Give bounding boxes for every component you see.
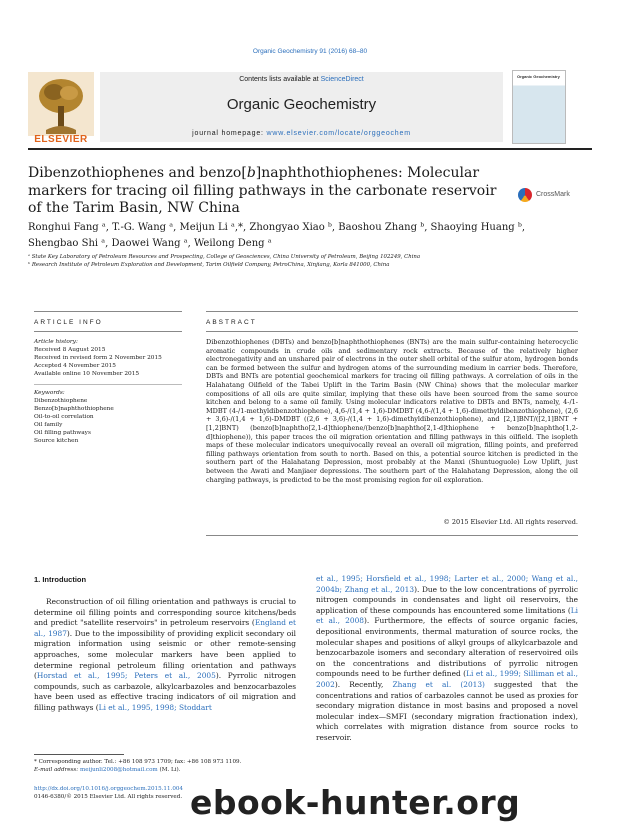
- keyword: Dibenzothiophene: [34, 398, 88, 404]
- keywords-label: Keywords:: [34, 390, 65, 396]
- email-suffix: (M. Li).: [157, 767, 181, 773]
- affiliations: [28, 253, 588, 269]
- cover-title: Organic Geochemistry: [517, 74, 560, 79]
- watermark-text: ebook-hunter.org: [190, 783, 521, 822]
- citation-link[interactable]: Zhang et al. (2013): [392, 679, 485, 689]
- author-list: [28, 220, 588, 252]
- citation-link[interactable]: Li et al., 1999; Silliman et al., 2002: [316, 669, 578, 689]
- paragraph: [34, 597, 296, 714]
- citation-link[interactable]: England et al., 1987: [34, 618, 296, 638]
- citation-link[interactable]: Horstad et al., 1995; Peters et al., 2005: [36, 671, 216, 681]
- history-accepted: Accepted 4 November 2015: [34, 363, 116, 369]
- abstract-rule-bottom: [206, 331, 578, 332]
- sciencedirect-link[interactable]: ScienceDirect: [320, 76, 364, 83]
- keyword: Oil filling pathways: [34, 430, 91, 436]
- homepage-link[interactable]: www.elsevier.com/locate/orggeochem: [266, 130, 411, 137]
- citation-link[interactable]: Li et al., 1995, 1998; Stoddart: [98, 702, 212, 712]
- contents-prefix: Contents lists available at: [239, 76, 321, 83]
- issn-line: 0146-6380/© 2015 Elsevier Ltd. All rights reserved.: [34, 794, 183, 800]
- authors-line: Ronghui Fang ᵃ, T.-G. Wang ᵃ, Meijun Li ᵃ,*, Zhongyao Xiao ᵇ, Baoshou Zhang ᵇ, Shaoying Huang ᵇ,: [28, 222, 526, 233]
- footnote: [34, 758, 296, 774]
- authors-line: Shengbao Shi ᵃ, Daowei Wang ᵃ, Weilong Deng ᵃ: [28, 238, 272, 249]
- history-label: Article history:: [34, 339, 78, 345]
- doi-link[interactable]: http://dx.doi.org/10.1016/j.orggeochem.2015.11.004: [34, 786, 183, 792]
- email-label: E-mail address:: [34, 767, 80, 773]
- info-divider: [34, 384, 182, 385]
- affiliation-b: ᵇ Research Institute of Petroleum Exploration and Development, Tarim Oilfield Company, PetroChina, Xinjiang, Korla 841000, China: [28, 262, 390, 268]
- journal-title: Organic Geochemistry: [226, 96, 377, 113]
- history-online: Available online 10 November 2015: [34, 371, 140, 377]
- body-column-right: [316, 574, 578, 744]
- abstract-label: ABSTRACT: [206, 319, 257, 326]
- abstract-rule-end: [206, 535, 578, 536]
- text-run: ). Furthermore, the effects of source organic facies, depositional environments, thermal maturation of source rocks, the molecular shapes and positions of alkyl groups of alkylcarbazole and benzocarbazole isomers and secondary alteration of reservoired oils on the concentrations and distributions of pyrrolic nitrogen compounds need to be further defined (: [316, 616, 578, 679]
- text-run: ). Due to the impossibility of providing explicit secondary oil migration information using seismic or other remote-sensing approaches, some molecular markers have been applied to determine regional petroleum filling orientation and pathways (: [34, 628, 296, 681]
- abstract-copyright: © 2015 Elsevier Ltd. All rights reserved.: [443, 518, 578, 526]
- history-revised: Received in revised form 2 November 2015: [34, 355, 162, 361]
- title-part: ]naphthothiophenes: Molecular markers for tracing oil filling pathways in the carbonate reservoir of the Tarim Basin, NW China: [28, 165, 497, 216]
- email-line: [34, 766, 296, 774]
- contents-line: [100, 76, 503, 83]
- text-run: Reconstruction of oil filling orientation and pathways is crucial to determine oil filling points and corresponding source kitchens/beds and predict "satellite reservoirs" in petroleum reservoirs (: [34, 597, 296, 628]
- history-received: Received 8 August 2015: [34, 347, 106, 353]
- title-part: Dibenzothiophenes and benzo[: [28, 165, 247, 181]
- header-rule: [28, 148, 592, 150]
- body-column-left: [34, 597, 296, 714]
- journal-homepage: [100, 130, 503, 137]
- publisher-name: ELSEVIER: [34, 134, 88, 145]
- keyword: Oil family: [34, 422, 63, 428]
- paragraph-continued: [316, 574, 578, 744]
- abstract-text: Dibenzothiophenes (DBTs) and benzo[b]naphthothiophenes (BNTs) are the main sulfur-containing heterocyclic aromatic compounds in crude oils and sedimentary rock extracts. Because of the relatively higher electronegativity and an unshared pair of electrons in the outer shell orbital of the sulfur atom, hydrogen bonds can be formed between the sulfur and hydrogen atoms of the surrounding medium in carrier beds. Therefore, DBTs and BNTs are potential geochemical markers for tracing oil filling pathways. A correlation of oils in the Halahatang Oilfield of the Tabei Uplift in the Tarim Basin (NW China) shows that the molecular marker compositions of all oils are quite similar, implying that these oils have been sourced from the same source kitchen and belong to a same oil family. Using molecular indicators relative to DBTs and BNTs, namely, 4-/1-MDBT (4-/1-methyldibenzothiophene), 4,6-/(1,4 + 1,6)-DMDBT (4,6-/(1,4 + 1,6)-dimethyldibenzothiophene), (2,6 + 3,6)-/(1,4 + 1,6)-DMDBT ((2,6 + 3,6)-/(1,4 + 1,6)-dimethyldibenzothiophene), and [2,1]BNT/([2,1]BNT + [1,2]BNT) (benzo[b]naphtho[2,1-d]thiophene/(benzo[b]naphtho[2,1-d]thiophene + benzo[b]naphtho[1,2-d]thiophene)), this paper traces the oil migration orientation and filling pathways in this oilfield. The isopleth maps of these molecular indicators unequivocally reveal an overall oil migration, filling points, and preferred filling pathways orientation from south to north. Based on this, a potential source kitchen is predicted in the southern part of the Halahatang Depression, most probably at the Manxi (Shuntuoguole) Low Uplift, just between the Awati and Manjiaer depressions. The southern part of the Halahatang Depression, along the oil charging pathways, is predicted to be the most promising region for oil exploration.: [206, 338, 578, 484]
- citation-link[interactable]: et al., 1995; Horsfield et al., 1998; Larter et al., 2000; Wang et al., 2004b; Zhang et al., 2013: [316, 574, 578, 594]
- journal-cover-thumbnail: [512, 70, 566, 144]
- footnote-rule: [34, 754, 124, 755]
- corresponding-author: * Corresponding author. Tel.: +86 108 973 1709; fax: +86 108 973 1109.: [34, 759, 242, 765]
- info-rule-top: [34, 311, 182, 312]
- crossmark-label[interactable]: CrossMark: [536, 191, 570, 198]
- keyword: Benzo[b]naphthothiophene: [34, 406, 114, 412]
- crossmark-icon[interactable]: [518, 188, 532, 202]
- keyword: Oil-to-oil correlation: [34, 414, 94, 420]
- text-run: ). Pyrrolic nitrogen compounds, such as carbazole, alkylcarbazoles and benzocarbazoles have been used as effective tracing indicators of oil migration and filling pathways (: [34, 671, 296, 712]
- title-italic: b: [246, 165, 256, 181]
- keyword: Source kitchen: [34, 438, 79, 444]
- article-info-label: ARTICLE INFO: [34, 319, 103, 326]
- section-heading-introduction: 1. Introduction: [34, 575, 87, 584]
- article-title: [28, 165, 508, 218]
- elsevier-tree-logo: [28, 68, 94, 140]
- affiliation-a: ᵃ State Key Laboratory of Petroleum Resources and Prospecting, College of Geosciences, China University of Petroleum, Beijing 102249, China: [28, 254, 421, 260]
- text-run: ). Recently,: [334, 679, 393, 689]
- text-run: ). Due to the low concentrations of pyrrolic nitrogen compounds in condensates and light oil reservoirs, the application of these compounds has encountered some limitations (: [316, 584, 579, 615]
- info-rule-bottom: [34, 331, 182, 332]
- article-info: [34, 338, 174, 445]
- citation-link[interactable]: Li et al., 2008: [316, 605, 578, 626]
- abstract-rule-top: [206, 311, 578, 312]
- text-run: suggested that the concentrations and ratios of carbazoles cannot be used as proxies for secondary migration distance in most basins and proposed a novel molecular index—SMFI (secondary migration fractionation index), which correlates with migration distance from source rocks to reservoir.: [316, 679, 578, 742]
- email-link[interactable]: meijunli2008@hotmail.com: [79, 767, 158, 773]
- homepage-prefix: journal homepage:: [192, 130, 267, 137]
- journal-citation[interactable]: Organic Geochemistry 91 (2016) 68–80: [252, 48, 368, 55]
